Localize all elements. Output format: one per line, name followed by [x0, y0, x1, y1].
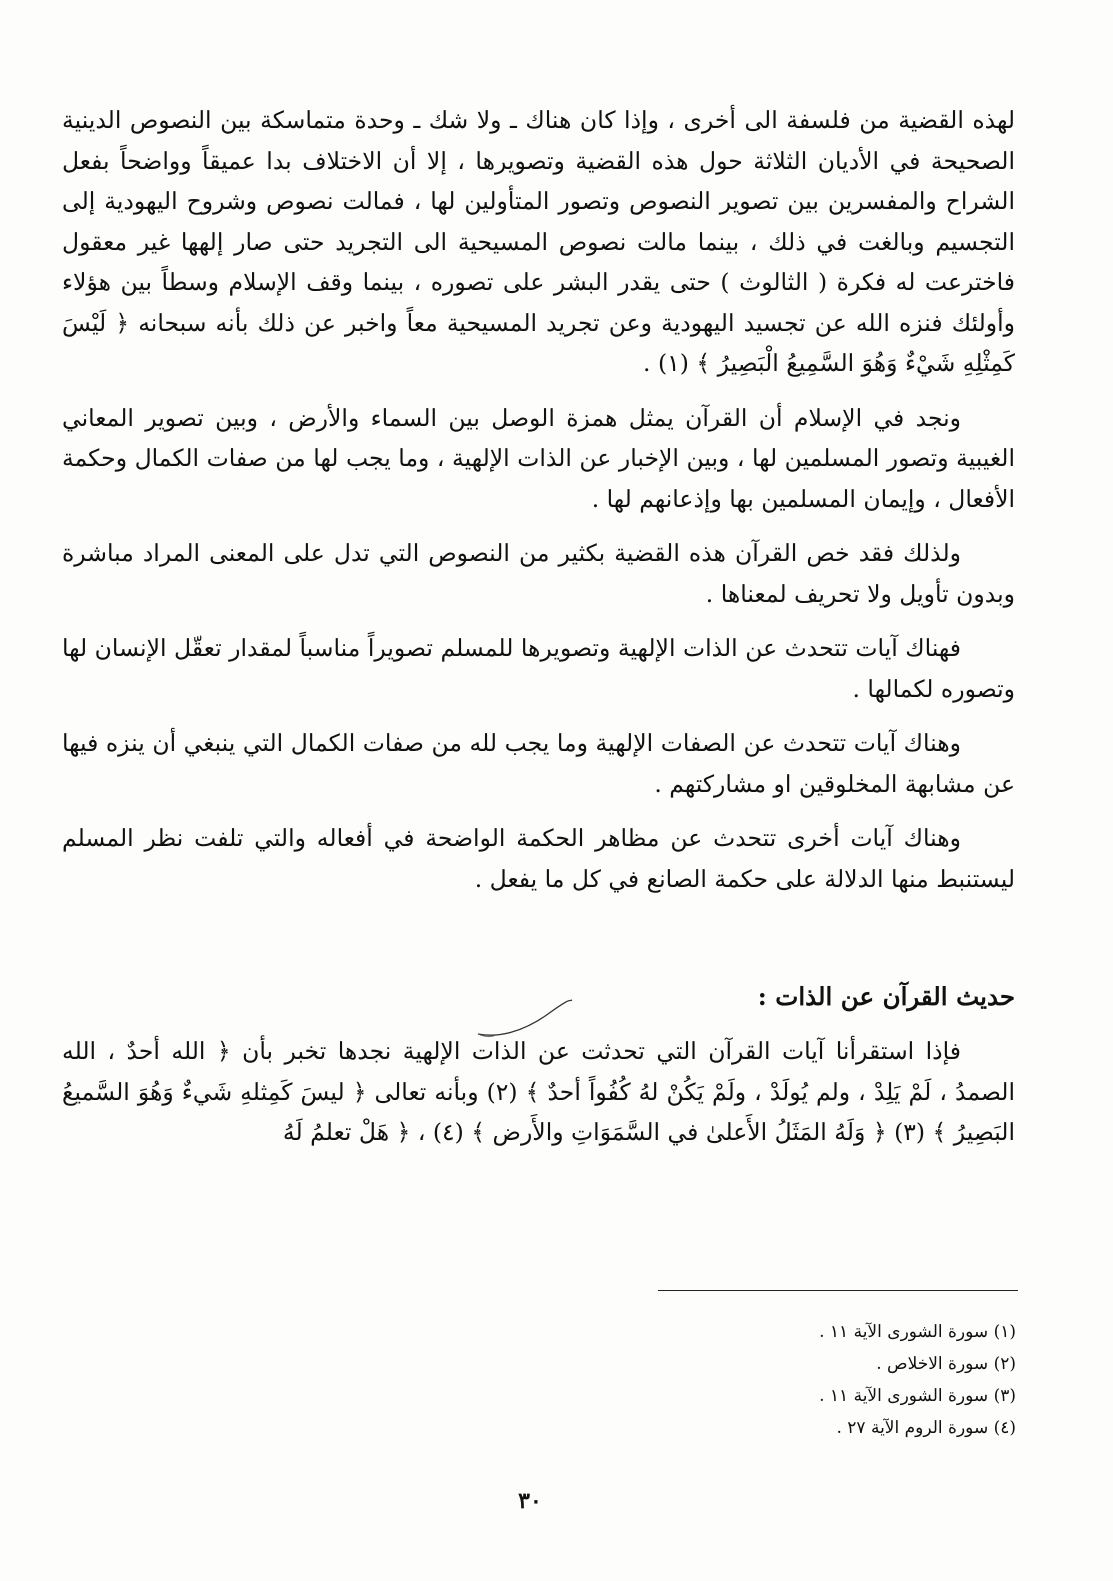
paragraph-3: ولذلك فقد خص القرآن هذه القضية بكثير من النصوص التي تدل على المعنى المراد مباشرة وبدون تأويل ولا تحريف لمعناها . — [62, 539, 1015, 608]
footnote-4: (٤) سورة الروم الآية ٢٧ . — [836, 1418, 1016, 1438]
paragraph-7: فإذا استقرأنا آيات القرآن التي تحدثت عن الذات الإلهية نجدها تخبر بأن ﴿ الله أحدٌ ، الله الصمدُ ، لَمْ يَلِدْ ، ولم يُولَدْ ، ولَمْ يَكُنْ لهُ كُفُواً أحدٌ ﴾ (٢) وبأنه تعالى ﴿ ليسَ كَمِثلهِ شَيءٌ وَهُوَ السَّميعُ البَصِيرُ ﴾ (٣) ﴿ وَلَهُ المَثَلُ الأَعلىٰ في السَّمَوَاتِ والأَرض ﴾ (٤) ، ﴿ هَلْ تعلمُ لَهُ — [62, 1037, 1015, 1146]
footnote-3: (٣) سورة الشورى الآية ١١ . — [819, 1386, 1016, 1406]
paragraph-5: وهناك آيات تتحدث عن الصفات الإلهية وما يجب لله من صفات الكمال التي ينبغي أن ينزه فيها عن مشابهة المخلوقين او مشاركتهم . — [62, 729, 1015, 798]
section-gap — [62, 913, 1015, 961]
pen-mark — [468, 996, 578, 1046]
page-number: ٣٠ — [518, 1488, 542, 1514]
paragraph-1: لهذه القضية من فلسفة الى أخرى ، وإذا كان هناك ـ ولا شك ـ وحدة متماسكة بين النصوص الدينية الصحيحة في الأديان الثلاثة حول هذه القضية وتصويرها ، إلا أن الاختلاف بدا عميقاً وواضحاً بفعل الشراح والمفسرين بين تصوير النصوص وتصور المتأولين لها ، فمالت نصوص وشروح اليهودية إلى التجسيم وبالغت في ذلك ، بينما مالت نصوص المسيحية الى التجريد حتى صار إلهها غير معقول فاخترعت له فكرة ( الثالوث ) حتى يقدر البشر على تصوره ، بينما وقف الإسلام وسطاً بين هؤلاء وأولئك فنزه الله عن تجسيد اليهودية وعن تجريد المسيحية معاً واخبر عن ذلك بأنه سبحانه ﴿ لَيْسَ كَمِثْلِهِ شَيْءٌ وَهُوَ السَّمِيعُ الْبَصِيرُ ﴾ (١) . — [62, 106, 1015, 377]
paragraph-6: وهناك آيات أخرى تتحدث عن مظاهر الحكمة الواضحة في أفعاله والتي تلفت نظر المسلم ليستنبط منها الدلالة على حكمة الصانع في كل ما يفعل . — [62, 824, 1015, 893]
paragraph-4: فهناك آيات تتحدث عن الذات الإلهية وتصويرها للمسلم تصويراً مناسباً لمقدار تعقّل الإنسان لها وتصوره لكمالها . — [62, 634, 1015, 703]
paragraph-2: ونجد في الإسلام أن القرآن يمثل همزة الوصل بين السماء والأرض ، وبين تصوير المعاني الغيبية وتصور المسلمين لها ، وبين الإخبار عن الذات الإلهية ، وما يجب لها من صفات الكمال وحكمة الأفعال ، وإيمان المسلمين بها وإذعانهم لها . — [62, 403, 1015, 513]
body-text — [62, 100, 1015, 1153]
footnotes — [556, 1316, 1016, 1444]
footnote-divider — [658, 1290, 1018, 1291]
section-heading: حديث القرآن عن الذات : — [757, 982, 1015, 1011]
footnote-2: (٢) سورة الاخلاص . — [876, 1354, 1016, 1374]
footnote-1: (١) سورة الشورى الآية ١١ . — [819, 1322, 1016, 1342]
